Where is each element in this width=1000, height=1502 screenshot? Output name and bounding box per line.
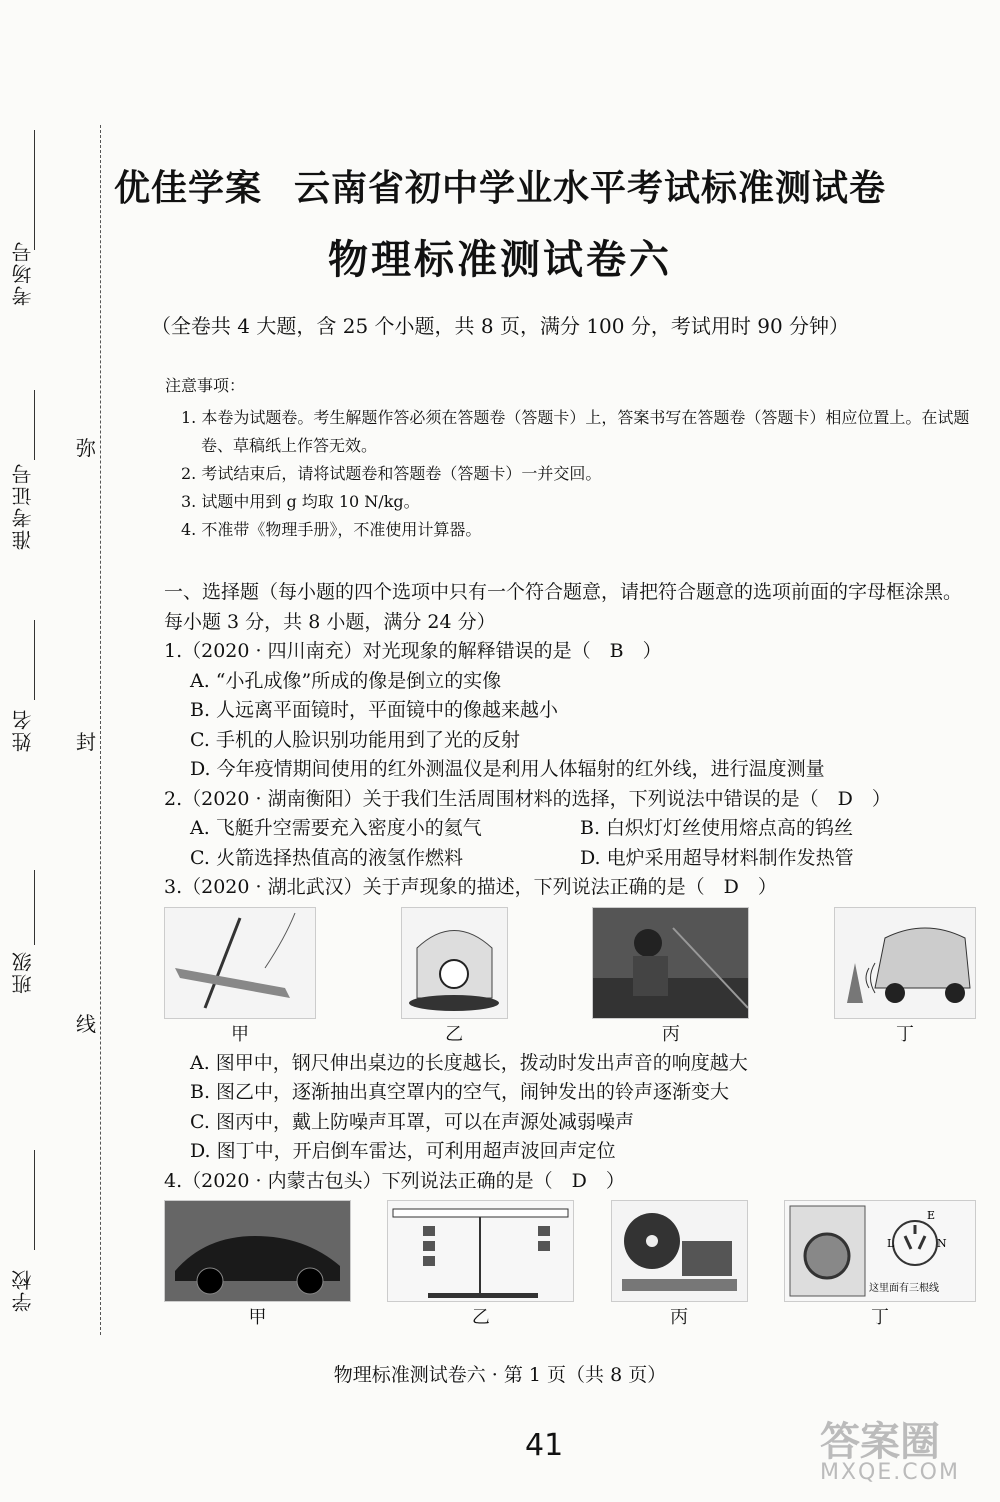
question-1-option: B. 人远离平面镜时，平面镜中的像越来越小 — [190, 699, 559, 721]
figure-jia — [164, 907, 316, 1047]
question-2-option: A. 飞艇升空需要充入密度小的氦气 — [190, 817, 482, 839]
name-line — [34, 620, 35, 700]
plug-label-e: E — [926, 1209, 936, 1222]
figure-caption: 丙 — [661, 1023, 680, 1045]
question-4-stem: 4.（2020 · 内蒙古包头）下列说法正确的是（ D ） — [164, 1169, 625, 1192]
question-3-option: A. 图甲中，钢尺伸出桌边的长度越长，拨动时发出声音的响度越大 — [190, 1051, 748, 1074]
plug-label-l: L — [886, 1237, 895, 1250]
figure-yi — [387, 1200, 574, 1330]
lever-balance-figure — [387, 1200, 574, 1302]
series-title — [0, 160, 1000, 211]
class-line — [34, 870, 35, 945]
figure-bing — [592, 907, 749, 1047]
page-footer: 物理标准测试卷六 · 第 1 页（共 8 页） — [333, 1364, 667, 1386]
figure-caption: 乙 — [445, 1023, 464, 1045]
question-2-option: D. 电炉采用超导材料制作发热管 — [580, 846, 854, 869]
watermark-logo: 答案圈 — [820, 1419, 940, 1465]
school-label: 学校 — [11, 1268, 35, 1312]
question-content — [164, 578, 976, 1332]
steel-ruler-figure — [164, 907, 316, 1019]
ticket-no-line — [34, 390, 35, 460]
figure-caption: 乙 — [471, 1307, 490, 1328]
notice-item: 2. 考试结束后，请将试题卷和答题卷（答题卡）一并交回。 — [181, 464, 602, 483]
notice-item: 3. 试题中用到 g 均取 10 N/kg。 — [181, 492, 420, 511]
reversing-radar-figure — [834, 907, 976, 1019]
question-2-option: B. 白炽灯灯丝使用熔点高的钨丝 — [580, 817, 854, 839]
vacuum-bell-figure — [401, 907, 508, 1019]
watermark-url: MXQE.COM — [820, 1460, 960, 1485]
name-label: 姓名 — [11, 708, 35, 752]
series-name: 云南省初中学业水平考试标准测试卷 — [294, 168, 887, 209]
class-label: 班级 — [11, 950, 35, 994]
figure-ding — [784, 1200, 976, 1330]
question-2-options-row — [164, 814, 976, 844]
seal-char-xian: 线 — [76, 1012, 96, 1036]
notice-item: 1. 本卷为试题卷。考生解题作答必须在答题卷（答题卡）上，答案书写在答题卷（答题卡）相应位置上。在试题卷、草稿纸上作答无效。 — [181, 408, 970, 455]
page-title: 物理标准测试卷六 — [328, 237, 672, 283]
question-2-option: C. 火箭选择热值高的液氢作燃料 — [190, 846, 463, 869]
notice-item: 4. 不准带《物理手册》，不准使用计算器。 — [181, 520, 482, 539]
question-3-option: D. 图丁中，开启倒车雷达，可利用超声波回声定位 — [190, 1140, 616, 1162]
figure-caption: 甲 — [248, 1307, 267, 1328]
question-2-stem: 2.（2020 · 湖南衡阳）关于我们生活周围材料的选择，下列说法中错误的是（ D ） — [164, 787, 891, 810]
question-4-figures — [164, 1200, 976, 1330]
question-1-option: D. 今年疫情期间使用的红外测温仪是利用人体辐射的红外线，进行温度测量 — [190, 758, 825, 780]
question-3-stem: 3.（2020 · 湖北武汉）关于声现象的描述，下列说法正确的是（ D ） — [164, 876, 777, 898]
seal-char-feng: 封 — [76, 730, 96, 754]
notice-block — [165, 372, 975, 544]
figure-jia — [164, 1200, 351, 1330]
question-3-figures — [164, 907, 976, 1047]
figure-yi — [401, 907, 508, 1047]
notice-title: 注意事项： — [165, 376, 246, 395]
ticket-no-label: 准考证号 — [11, 462, 35, 550]
question-2-options-row — [164, 844, 976, 874]
figure-caption: 丙 — [670, 1307, 689, 1328]
question-1-option: C. 手机的人脸识别功能用到了光的反射 — [190, 728, 520, 751]
brand-name: 优佳学案 — [113, 168, 262, 209]
seal-char-mi: 弥 — [76, 436, 96, 460]
section-heading: 一、选择题（每小题的四个选项中只有一个符合题意，请把符合题意的选项前面的字母框涂黑。每小题 3 分，共 8 小题，满分 24 分） — [164, 581, 963, 633]
question-3-option: B. 图乙中，逐渐抽出真空罩内的空气，闹钟发出的铃声逐渐变大 — [190, 1081, 730, 1103]
figure-caption: 甲 — [231, 1023, 249, 1045]
exam-room-label: 考场号 — [11, 240, 35, 306]
question-1-option: A. “小孔成像”所成的像是倒立的实像 — [190, 669, 502, 692]
exam-info: （全卷共 4 大题，含 25 个小题，共 8 页，满分 100 分，考试用时 90 分钟） — [150, 314, 850, 338]
figure-caption: 丁 — [895, 1023, 914, 1045]
plug-label-n: N — [936, 1237, 947, 1250]
binding-dashed-line — [100, 125, 101, 1335]
question-3-option: C. 图丙中，戴上防噪声耳罩，可以在声源处减弱噪声 — [190, 1110, 634, 1133]
earmuff-worker-figure — [592, 907, 749, 1019]
school-line — [34, 1150, 35, 1250]
sports-car-figure — [164, 1200, 351, 1302]
question-1-stem: 1.（2020 · 四川南充）对光现象的解释错误的是（ B ） — [164, 640, 662, 662]
handwritten-page-number: 41 — [525, 1428, 564, 1463]
figure-ding — [834, 907, 976, 1047]
plug-note: 这里面有三根线 — [868, 1283, 939, 1294]
ticker-timer-figure — [611, 1200, 748, 1302]
figure-bing — [611, 1200, 748, 1330]
washing-machine-plug-figure — [784, 1200, 976, 1302]
figure-caption: 丁 — [870, 1307, 889, 1328]
